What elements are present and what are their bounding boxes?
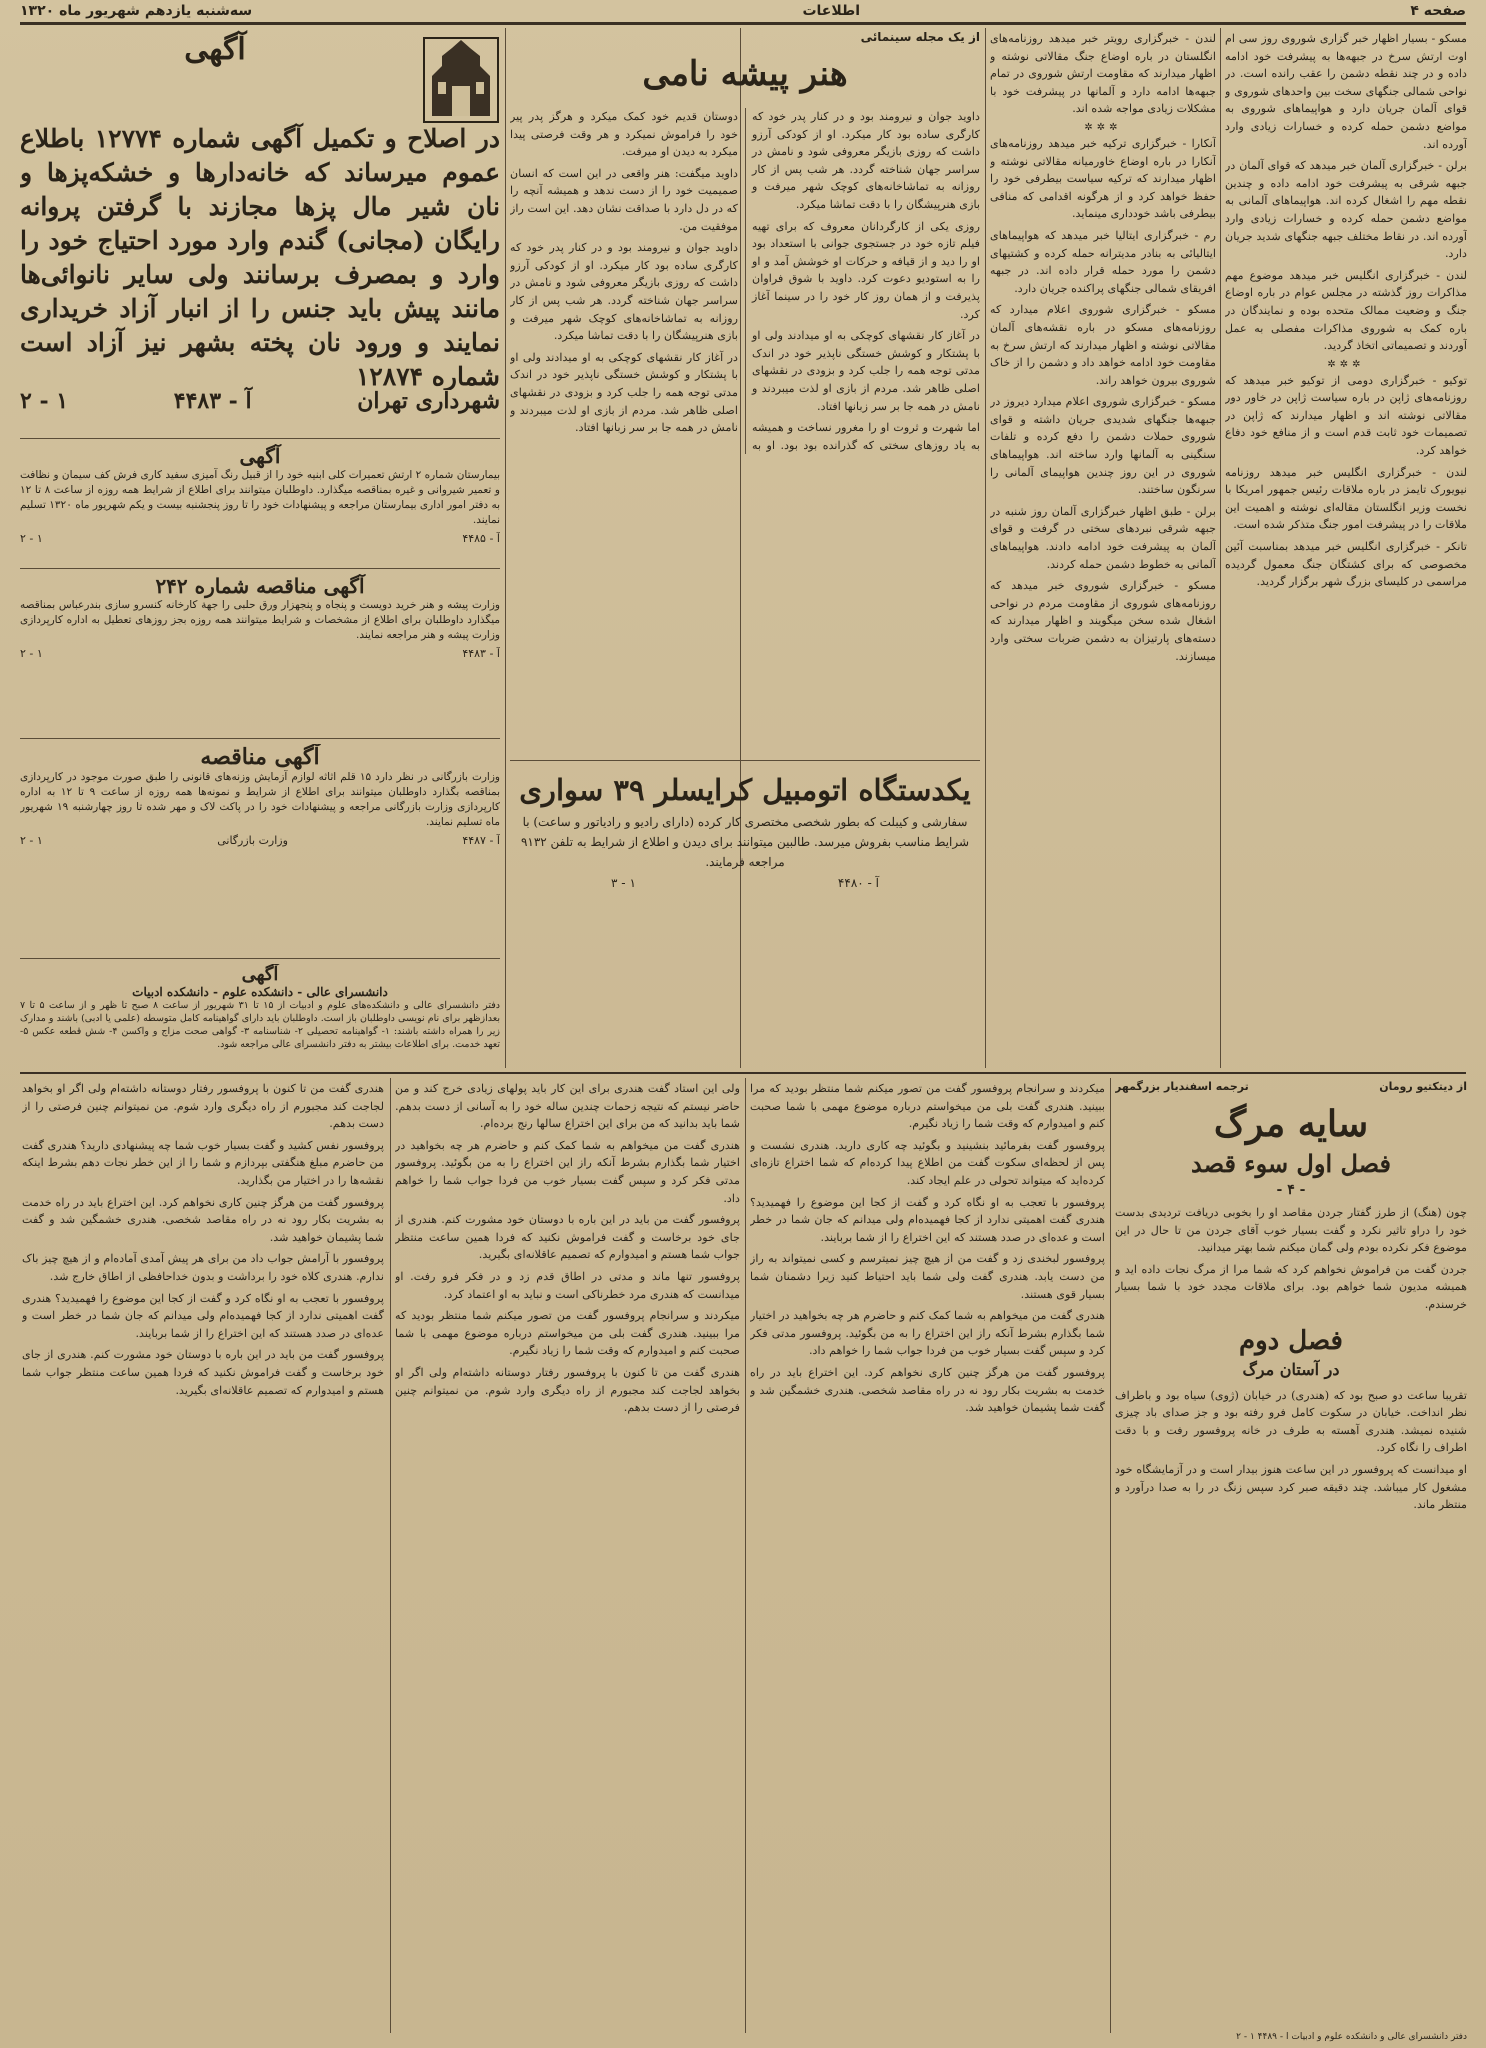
car-ad-title: یکدستگاه اتومبیل کرایسلر ۳۹ سواری xyxy=(519,773,971,807)
news-item: لندن - خبرگزاری انگلیس خبر میدهد روزنامه نیویورک تایمز در باره ملاقات رئیس جمهور امریکا با نخست وزیر انگلستان مقاله‌ای نوشته و اهمیت این ملاقات را در پیشرفت امور جنگ متذکر شده است. xyxy=(1225,465,1467,532)
serial-paragraph: پروفسور نفس کشید و گفت بسیار خوب شما چه پیشنهادی دارید؟ هندری گفت من حاضرم مبلغ هنگفتی بپردازم و شما را از این خطر نجات دهم بشرط اینکه نقشه‌ها را در اختیار من بگذارید. xyxy=(22,1138,384,1187)
serial-column-4 xyxy=(22,1080,384,2030)
news-item: رم - خبرگزاری ایتالیا خبر میدهد که هواپیماهای ایتالیائی به بنادر مدیترانه حمله کرده و کشتیهای دشمن را مورد حمله قرار داده اند. در جبهه افریقای شمالی جنگهای پراکنده جریان دارد. xyxy=(990,228,1216,295)
serial-paragraph: پروفسور لبخندی زد و گفت من از هیچ چیز نمیترسم و کسی نمیتواند به راز من دست یابد. هندری گفت ولی شما باید احتیاط کنید زیرا دشمنان شما بسیار قوی هستند. xyxy=(750,1252,1105,1301)
serial-paragraph: پروفسور با تعجب به او نگاه کرد و گفت از کجا این موضوع را فهمیدید؟ هندری گفت اهمیتی ندارد از کجا فهمیده‌ام ولی میدانم که جان شما در خطر است و عده‌ای در صدد هستند که این اختراع را از شما بربایند. xyxy=(22,1291,384,1340)
news-item: لندن - خبرگزاری رویتر خبر میدهد روزنامه‌های انگلستان در باره اوضاع جنگ مقالاتی نوشته و اظهار میدارند که مقاومت ارتش شوروی در تمام جبهه‌ها ادامه دارد و آلمانها در پیشرفت خود با مشکلات زیادی مواجه شده اند. xyxy=(990,32,1216,116)
serial-paragraph: هندری گفت من میخواهم به شما کمک کنم و حاضرم هر چه بخواهید در اختیار شما بگذارم بشرط آنکه راز این اختراع را به من بگوئید. پروفسور مدتی فکر کرد و سپس گفت بسیار خوب من فردا جواب شما را خواهم داد. xyxy=(395,1138,740,1205)
news-item: تانکر - خبرگزاری انگلیس خبر میدهد بمناسبت آئین مخصوصی که برای کشتگان جنگ معمول گردیده مراسمی در کلیسای بزرگ شهر برگزار گردید. xyxy=(1225,540,1467,589)
ad-footer: شهرداری تهران xyxy=(357,388,500,414)
feature-story xyxy=(510,30,980,755)
feature-paragraph: اما شهرت و ثروت او را مغرور نساخت و همیشه به یاد روزهای سختی که گذرانده بود بود. او به دوستان قدیم خود کمک میکرد و هرگز پدر پیر خود را فراموش نمیکرد و هر وقت فرصتی پیدا میکرد به دیدن او میرفت. xyxy=(510,110,980,452)
serial-title: سایه مرگ xyxy=(1213,1103,1369,1145)
tender-ad-242 xyxy=(20,574,500,734)
news-column-right xyxy=(1225,30,1467,1065)
ad-footer: دفتر دانشسرای عالی و دانشکده علوم و ادبیات xyxy=(1291,2032,1467,2042)
ad-divider xyxy=(510,760,980,761)
ad-divider xyxy=(20,438,500,439)
serial-translator: ترجمه اسفندیار بزرگمهر xyxy=(1115,1080,1249,1093)
serial-paragraph: پروفسور تنها ماند و مدتی در اطاق قدم زد و در فکر فرو رفت. او میدانست که هندری مرد خطرناکی است و نباید به او اعتماد کرد. xyxy=(395,1269,740,1301)
ad-title: آگهی مناقصه شماره ۲۴۲ xyxy=(155,574,365,598)
header-rule xyxy=(20,22,1466,25)
chapter-subtitle: در آستان مرگ xyxy=(1242,1359,1340,1379)
ad-title: آگهی xyxy=(239,444,281,468)
car-ad-code: آ - ۴۴۸۰ xyxy=(837,876,879,890)
ad-side: ۱ - ۲ xyxy=(20,388,69,414)
serial-paragraph: ولی این استاد گفت هندری برای این کار باید پولهای زیادی خرج کند و من حاضر نیستم که نتیجه زحمات چندین ساله خود را به آسانی از دست بدهم. شما باید بدانید که من برای این اختراع سالها رنج برده‌ام. xyxy=(395,1082,740,1131)
ad-code: آ - ۴۴۸۷ xyxy=(462,834,500,847)
serial-paragraph: پروفسور گفت بفرمائید بنشینید و بگوئید چه کاری دارید. هندری نشست و پس از لحظه‌ای سکوت گفت من اطلاع پیدا کرده‌ام که شما اختراع تازه‌ای کرده‌اید که میتواند تحولی در علم ایجاد کند. xyxy=(750,1138,1105,1187)
serial-column-3 xyxy=(395,1080,740,2030)
ad-title: آگهی مناقصه xyxy=(200,744,320,770)
news-item: مسکو - خبرگزاری شوروی اعلام میدارد که روزنامه‌های مسکو در باره نقشه‌های آلمان مقالاتی نوشته و اظهار میدارند که ارتش سرخ به مقاومت خود ادامه خواهد داد و دشمن را از خاک شوروی بیرون خواهد راند. xyxy=(990,303,1216,387)
serial-paragraph: میکردند و سرانجام پروفسور گفت من تصور میکنم شما منتظر بودید که مرا ببینید. هندری گفت بلی من میخواستم درباره موضوع مهمی با شما صحبت کنم و امیدوارم که وقت شما را زیاد نگیرم. xyxy=(750,1082,1105,1131)
ad-side: ۱ - ۲ xyxy=(20,532,43,545)
news-column-second xyxy=(990,30,1216,1065)
serial-subtitle: فصل اول سوء قصد xyxy=(1191,1149,1391,1178)
ad-text: دفتر دانشسرای عالی و دانشکده‌های علوم و ادبیات از ۱۵ تا ۳۱ شهریور از ساعت ۸ صبح تا ظهر و از ساعت ۵ تا ۷ بعدازظهر برای نام نویسی داوطلبان باز است. داوطلبان باید دارای گواهینامه کامل متوسطه (علمی یا ادبی) باشند و مدارک زیر را همراه داشته باشند: ۱- گواهینامه تحصیلی ۲- شناسنامه ۳- گواهی صحت مزاج و واکسن ۴- شش قطعه عکس ۵- تعهد خدمت. برای اطلاعات بیشتر به دفتر دانشسرای عالی مراجعه شود. xyxy=(20,1000,500,1050)
column-divider xyxy=(985,28,986,1068)
serial-paragraph: تقریبا ساعت دو صبح بود که (هندری) در خیابان (ژوی) سیاه بود و باطراف نظر انداخت. خیابان در سکوت کامل فرو رفته بود و جز صدای باد چیزی شنیده نمیشد. هندری آهسته به طرف در خانه پروفسور رفت و با دقت اطراف را نگاه کرد. xyxy=(1115,1388,1467,1455)
ad-text: وزارت بازرگانی در نظر دارد ۱۵ قلم اثاثه لوازم آزمایش وزنه‌های قانونی را طبق صورت موجود در کارپردازی بمناقصه بگذارد داوطلبان میتوانند برای اطلاع از شرایط و نمونه‌ها همه روزه از ساعت ۹ تا ۱۲ به اداره کارپردازی وزارت بازرگانی مراجعه و پیشنهادات خود را در پاکت لاک و مهر شده تا روز چهارشنبه ۱۹ شهریور ماه تسلیم نمایند. xyxy=(20,771,500,828)
serial-paragraph: پروفسور گفت من باید در این باره با دوستان خود مشورت کنم. هندری از جای خود برخاست و گفت فراموش نکنید که فردا همین ساعت منتظر جواب شما هستم و امیدوارم که تصمیم عاقلانه‌ای بگیرید. xyxy=(22,1348,384,1397)
serial-paragraph: پروفسور با آرامش جواب داد من برای هر پیش آمدی آماده‌ام و از هیچ چیز باک ندارم. هندری کلاه خود را برداشت و بدون خداحافظی از اطاق خارج شد. xyxy=(22,1252,384,1283)
serial-column-2 xyxy=(750,1080,1105,2030)
serial-paragraph: پروفسور گفت من باید در این باره با دوستان خود مشورت کنم. هندری از جای خود برخاست و گفت فراموش نکنید که فردا همین ساعت منتظر جواب شما هستم و امیدوارم که تصمیم عاقلانه‌ای بگیرید. xyxy=(395,1213,740,1262)
column-divider xyxy=(745,1078,746,2033)
feature-paragraph: روزی یکی از کارگردانان معروف که برای تهیه فیلم تازه خود در جستجوی جوانی با استعداد بود او را دید و از قیافه و حرکات او خوشش آمد و او را به استودیو دعوت کرد. داوید با شوق فراوان پذیرفت و از همان روز کار خود را در سینما آغاز کرد. xyxy=(752,219,980,321)
university-ad xyxy=(20,964,500,1068)
ad-code: آ - ۴۴۸۹ xyxy=(1257,2032,1289,2042)
news-item: مسکو - بسیار اظهار خبر گزاری شوروی روز سی ام اوت ارتش سرخ در جبهه‌ها به پیشرفت خود ادامه داده و در چند نقطه دشمن را عقب رانده است. در نواحی شمالی جنگهای سخت بین واحدهای شوروی و قوای آلمان جریان دارد و هواپیماهای شوروی به مواضع دشمن حمله کرده و خسارات زیادی وارد آورده اند. xyxy=(1225,32,1467,151)
separator: ✲✲✲ xyxy=(1327,358,1365,370)
news-item: لندن - خبرگزاری انگلیس خبر میدهد موضوع مهم مذاکرات روز گذشته در مجلس عوام در باره اوضاع جنگ و وضعیت ممالک متحده بوده و نمایندگان در باره کمک به شوروی مذاکرات مفصلی به عمل آوردند و تصمیماتی اتخاذ گردید. xyxy=(1225,268,1467,353)
section-rule xyxy=(20,1072,1466,1074)
ad-title: آگهی xyxy=(184,32,246,67)
feature-paragraph: داوید جوان و نیرومند بود و در کنار پدر خود که کارگری ساده بود کار میکرد. او از کودکی آرزو داشت که روزی بازیگر معروفی شود و نامش در سراسر جهان شناخته گردد. هر شب پس از کار روزانه به تماشاخانه‌های کوچک شهر میرفت و بازی هنرپیشگان را با دقت تماشا میکرد. xyxy=(752,110,980,211)
ad-code: آ - ۴۴۸۵ xyxy=(462,532,500,545)
municipality-ad xyxy=(20,32,500,432)
serial-paragraph: پروفسور گفت من هرگز چنین کاری نخواهم کرد. این اختراع باید در راه خدمت به بشریت بکار رود نه در راه مقاصد شخصی. هندری خشمگین شد و گفت شما پشیمان خواهید شد. xyxy=(750,1365,1105,1415)
feature-paragraph: داوید میگفت: هنر واقعی در این است که انسان صمیمیت خود را از دست ندهد و همیشه آنچه را که در دل دارد با صداقت نشان دهد. این است راز موفقیت من. xyxy=(510,166,738,233)
car-ad xyxy=(510,768,980,1063)
footer-codes xyxy=(1115,2032,1467,2046)
serial-paragraph: جردن گفت من فراموش نخواهم کرد که شما مرا از مرگ نجات داده اید و همیشه مدیون شما خواهم بود. برای ملاقات مجدد خود با شما بسیار خرسندم. xyxy=(1115,1262,1467,1311)
feature-title: هنر پیشه نامی xyxy=(642,54,848,94)
ad-code: آ - ۴۴۸۳ xyxy=(462,647,500,660)
serial-source2: از دیتکتیو رومان xyxy=(1379,1080,1467,1093)
news-item: برلن - طبق اظهار خبرگزاری آلمان روز شنبه در جبهه شرقی نبردهای سختی در گرفت و قوای آلمان به پیشرفت خود ادامه دادند. هواپیماهای آلمانی به خطوط دشمن حمله کردند. xyxy=(990,504,1216,571)
paper-name: اطلاعات xyxy=(802,3,860,19)
serial-paragraph: هندری گفت من تا کنون با پروفسور رفتار دوستانه داشته‌ام ولی اگر او بخواهد لجاجت کند مجبورم از راه دیگری وارد شوم. من نمیتوانم چنین فرصتی را از دست بدهم. xyxy=(22,1082,384,1131)
news-item: برلن - خبرگزاری آلمان خبر میدهد که قوای آلمان در جبهه شرقی به پیشرفت خود ادامه داده و چندین نقطه مهم را اشغال کرده اند. هواپیماهای آلمانی به مواضع دشمن حمله کرده و خسارات زیادی وارد آورده اند. در نقاط مختلف جبهه جنگهای شدید جریان دارد. xyxy=(1225,159,1467,261)
page-number: صفحه ۴ xyxy=(1410,3,1466,19)
serial-column-1 xyxy=(1115,1080,1467,2030)
hospital-ad xyxy=(20,444,500,564)
serial-paragraph: او میدانست که پروفسور در این ساعت هنوز بیدار است و در آزمایشگاه خود مشغول کار میباشد. چند دقیقه صبر کرد سپس زنگ در را به صدا درآورد و منتظر ماند. xyxy=(1115,1462,1467,1512)
ad-divider xyxy=(20,568,500,569)
feature-paragraph: در آغاز کار نقشهای کوچکی به او میدادند ولی او با پشتکار و کوشش خستگی ناپذیر خود در اندک مدتی توجه همه را جلب کرد و بزودی در نقشهای اصلی ظاهر شد. مردم از بازی او لذت میبردند و نامش در همه جا بر سر زبانها افتاد. xyxy=(510,350,738,435)
feature-paragraph: در آغاز کار نقشهای کوچکی به او میدادند ولی او با پشتکار و کوشش خستگی ناپذیر خود در اندک مدتی توجه همه را جلب کرد و بزودی در نقشهای اصلی ظاهر شد. مردم از بازی او لذت میبردند و نامش در همه جا بر سر زبانها افتاد. xyxy=(752,329,980,413)
serial-paragraph: هندری گفت من تا کنون با پروفسور رفتار دوستانه داشته‌ام ولی اگر او بخواهد لجاجت کند مجبورم از راه دیگری وارد شوم. من نمیتوانم چنین فرصتی را از دست بدهم. xyxy=(395,1365,740,1415)
news-item: آنکارا - خبرگزاری ترکیه خبر میدهد روزنامه‌های آنکارا در باره اوضاع خاورمیانه مقالاتی نوشته و اظهار میدارند که ترکیه سیاست بیطرفی خود را حفظ خواهد کرد و از هرگونه اقدامی که منافی بیطرفی باشد خودداری مینماید. xyxy=(990,136,1216,221)
ad-divider xyxy=(20,958,500,959)
emblem-icon xyxy=(422,36,500,124)
car-ad-text: سفارشی و کیبلت که بطور شخصی مختصری کار کرده (دارای رادیو و رادیاتور و ساعت) با شرایط مناسب بفروش میرسد. طالبین میتوانند برای دیدن و اطلاع از شرایط به تلفن ۹۱۳۲ مراجعه فرمایند. xyxy=(520,815,970,869)
ad-footer: وزارت بازرگانی xyxy=(217,834,288,847)
chapter-title: فصل دوم xyxy=(1239,1325,1343,1356)
ad-side: ۱ - ۲ xyxy=(20,834,43,847)
serial-part: - ۴ - xyxy=(1276,1182,1306,1198)
serial-paragraph: هندری گفت من میخواهم به شما کمک کنم و حاضرم هر چه بخواهید در اختیار شما بگذارم بشرط آنکه راز این اختراع را به من بگوئید. پروفسور مدتی فکر کرد و سپس گفت بسیار خوب من فردا جواب شما را خواهم داد. xyxy=(750,1309,1105,1358)
ad-subtitle: دانشسرای عالی - دانشکده علوم - دانشکده ادبیات xyxy=(132,985,388,999)
news-item: مسکو - خبرگزاری شوروی خبر میدهد که روزنامه‌های شوروی از مقاومت مردم در نواحی اشغال شده سخن میگویند و اظهار میدارند که دسته‌های پارتیزان به دشمن ضربات سختی وارد میسازند. xyxy=(990,579,1216,663)
column-divider xyxy=(1220,28,1221,1068)
issue-date: سه‌شنبه یازدهم شهریور ماه ۱۳۲۰ xyxy=(20,3,253,19)
car-ad-side: ۱ - ۳ xyxy=(611,876,636,890)
serial-paragraph: چون (هنگ) از طرز گفتار جردن مقاصد او را بخوبی دریافت تردیدی بدست خود را دراو تاثیر نکرد و گفت بسیار خوب آقای جردن من تا حال در این موضوع فکر نکرده بودم ولی گمان میکنم شما بهتر میدانید. xyxy=(1115,1206,1467,1255)
ad-code: آ - ۴۴۸۳ xyxy=(173,388,252,414)
ad-title: آگهی xyxy=(241,964,279,985)
ad-text: بیمارستان شماره ۲ ارتش تعمیرات کلی ابنیه خود را از قبیل رنگ آمیزی سفید کاری فرش کف سیمان و نظافت و تعمیر شیروانی و غیره بمناقصه میگذارد. داوطلبان میتوانند برای اطلاع از شرایط همه روزه از ساعت ۸ تا ۱۲ به دفتر امور اداری بیمارستان مراجعه و پیشنهادات خود را تا روز پنجشنبه بیست و یکم شهریور ماه ۱۳۲۰ تسلیم نمایند. xyxy=(20,469,500,526)
news-item: توکیو - خبرگزاری دومی از توکیو خبر میدهد که روزنامه‌های ژاپن در باره سیاست ژاپن در خاور دور مقالاتی نوشته اند و اظهار میدارند که ژاپن در تصمیمات خود ثابت قدم است و از منافع خود دفاع خواهد کرد. xyxy=(1225,373,1467,458)
column-divider xyxy=(390,1078,391,2033)
serial-paragraph: پروفسور گفت من هرگز چنین کاری نخواهم کرد. این اختراع باید در راه خدمت به بشریت بکار رود نه در راه مقاصد شخصی. هندری خشمگین شد و گفت شما پشیمان خواهید شد. xyxy=(22,1195,384,1244)
column-divider xyxy=(1110,1078,1111,2033)
feature-paragraph: داوید جوان و نیرومند بود و در کنار پدر خود که کارگری ساده بود کار میکرد. او از کودکی آرزو داشت که روزی بازیگر معروفی شود و نامش در سراسر جهان شناخته گردد. هر شب پس از کار روزانه به تماشاخانه‌های کوچک شهر میرفت و بازی هنرپیشگان را با دقت تماشا میکرد. xyxy=(510,241,738,343)
ad-divider xyxy=(20,738,500,739)
ad-side: ۱ - ۲ xyxy=(1236,2032,1255,2042)
feature-source: از یک مجله سینمائی xyxy=(860,30,980,44)
ad-side: ۱ - ۲ xyxy=(20,647,43,660)
column-divider xyxy=(505,28,506,1068)
ad-text: وزارت پیشه و هنر خرید دویست و پنجاه و پنجهزار ورق حلبی را جهة کارخانه کنسرو سازی بندرعباس بمناقصه میگذارد داوطلبان برای اطلاع از مشخصات و شرایط میتوانند همه روزه بجز روزهای تعطیل به اداره کارپردازی وزارت پیشه و هنر مراجعه نمایند. xyxy=(20,599,500,641)
news-item: مسکو - خبرگزاری شوروی اعلام میدارد دیروز در جبهه‌ها جنگهای شدیدی جریان داشته و قوای شوروی حملات دشمن را دفع کرده و تلفات سنگینی به آلمانها وارد ساخته اند. هواپیماهای شوروی در این روز چندین هواپیمای آلمانی را سرنگون ساختند. xyxy=(990,395,1216,497)
separator: ✲✲✲ xyxy=(1084,121,1122,133)
page-header xyxy=(20,0,1466,22)
commerce-tender-ad xyxy=(20,744,500,954)
serial-paragraph: پروفسور با تعجب به او نگاه کرد و گفت از کجا این موضوع را فهمیدید؟ هندری گفت اهمیتی ندارد از کجا فهمیده‌ام ولی میدانم که جان شما در خطر است و عده‌ای در صدد هستند که این اختراع را از شما بربایند. xyxy=(750,1195,1105,1244)
serial-paragraph: میکردند و سرانجام پروفسور گفت من تصور میکنم شما منتظر بودید که مرا ببینید. هندری گفت بلی من میخواستم درباره موضوع مهمی با شما صحبت کنم و امیدوارم که وقت شما را زیاد نگیرم. xyxy=(395,1309,740,1358)
ad-text: در اصلاح و تکمیل آگهی شماره ۱۲۷۷۴ باطلاع عموم میرساند که خانه‌دارها و خشکه‌پزها و نان شیر مال پزها مجازند با گرفتن پروانه رایگان (مجانی) گندم وارد مورد احتیاج خود را وارد و بمصرف برسانند ولی سایر نانوائی‌ها مانند پیش باید جنس را از انبار آزاد خریداری نمایند و ورود نان پخته بشهر نیز آزاد است شماره ۱۲۸۷۴ xyxy=(20,124,500,390)
